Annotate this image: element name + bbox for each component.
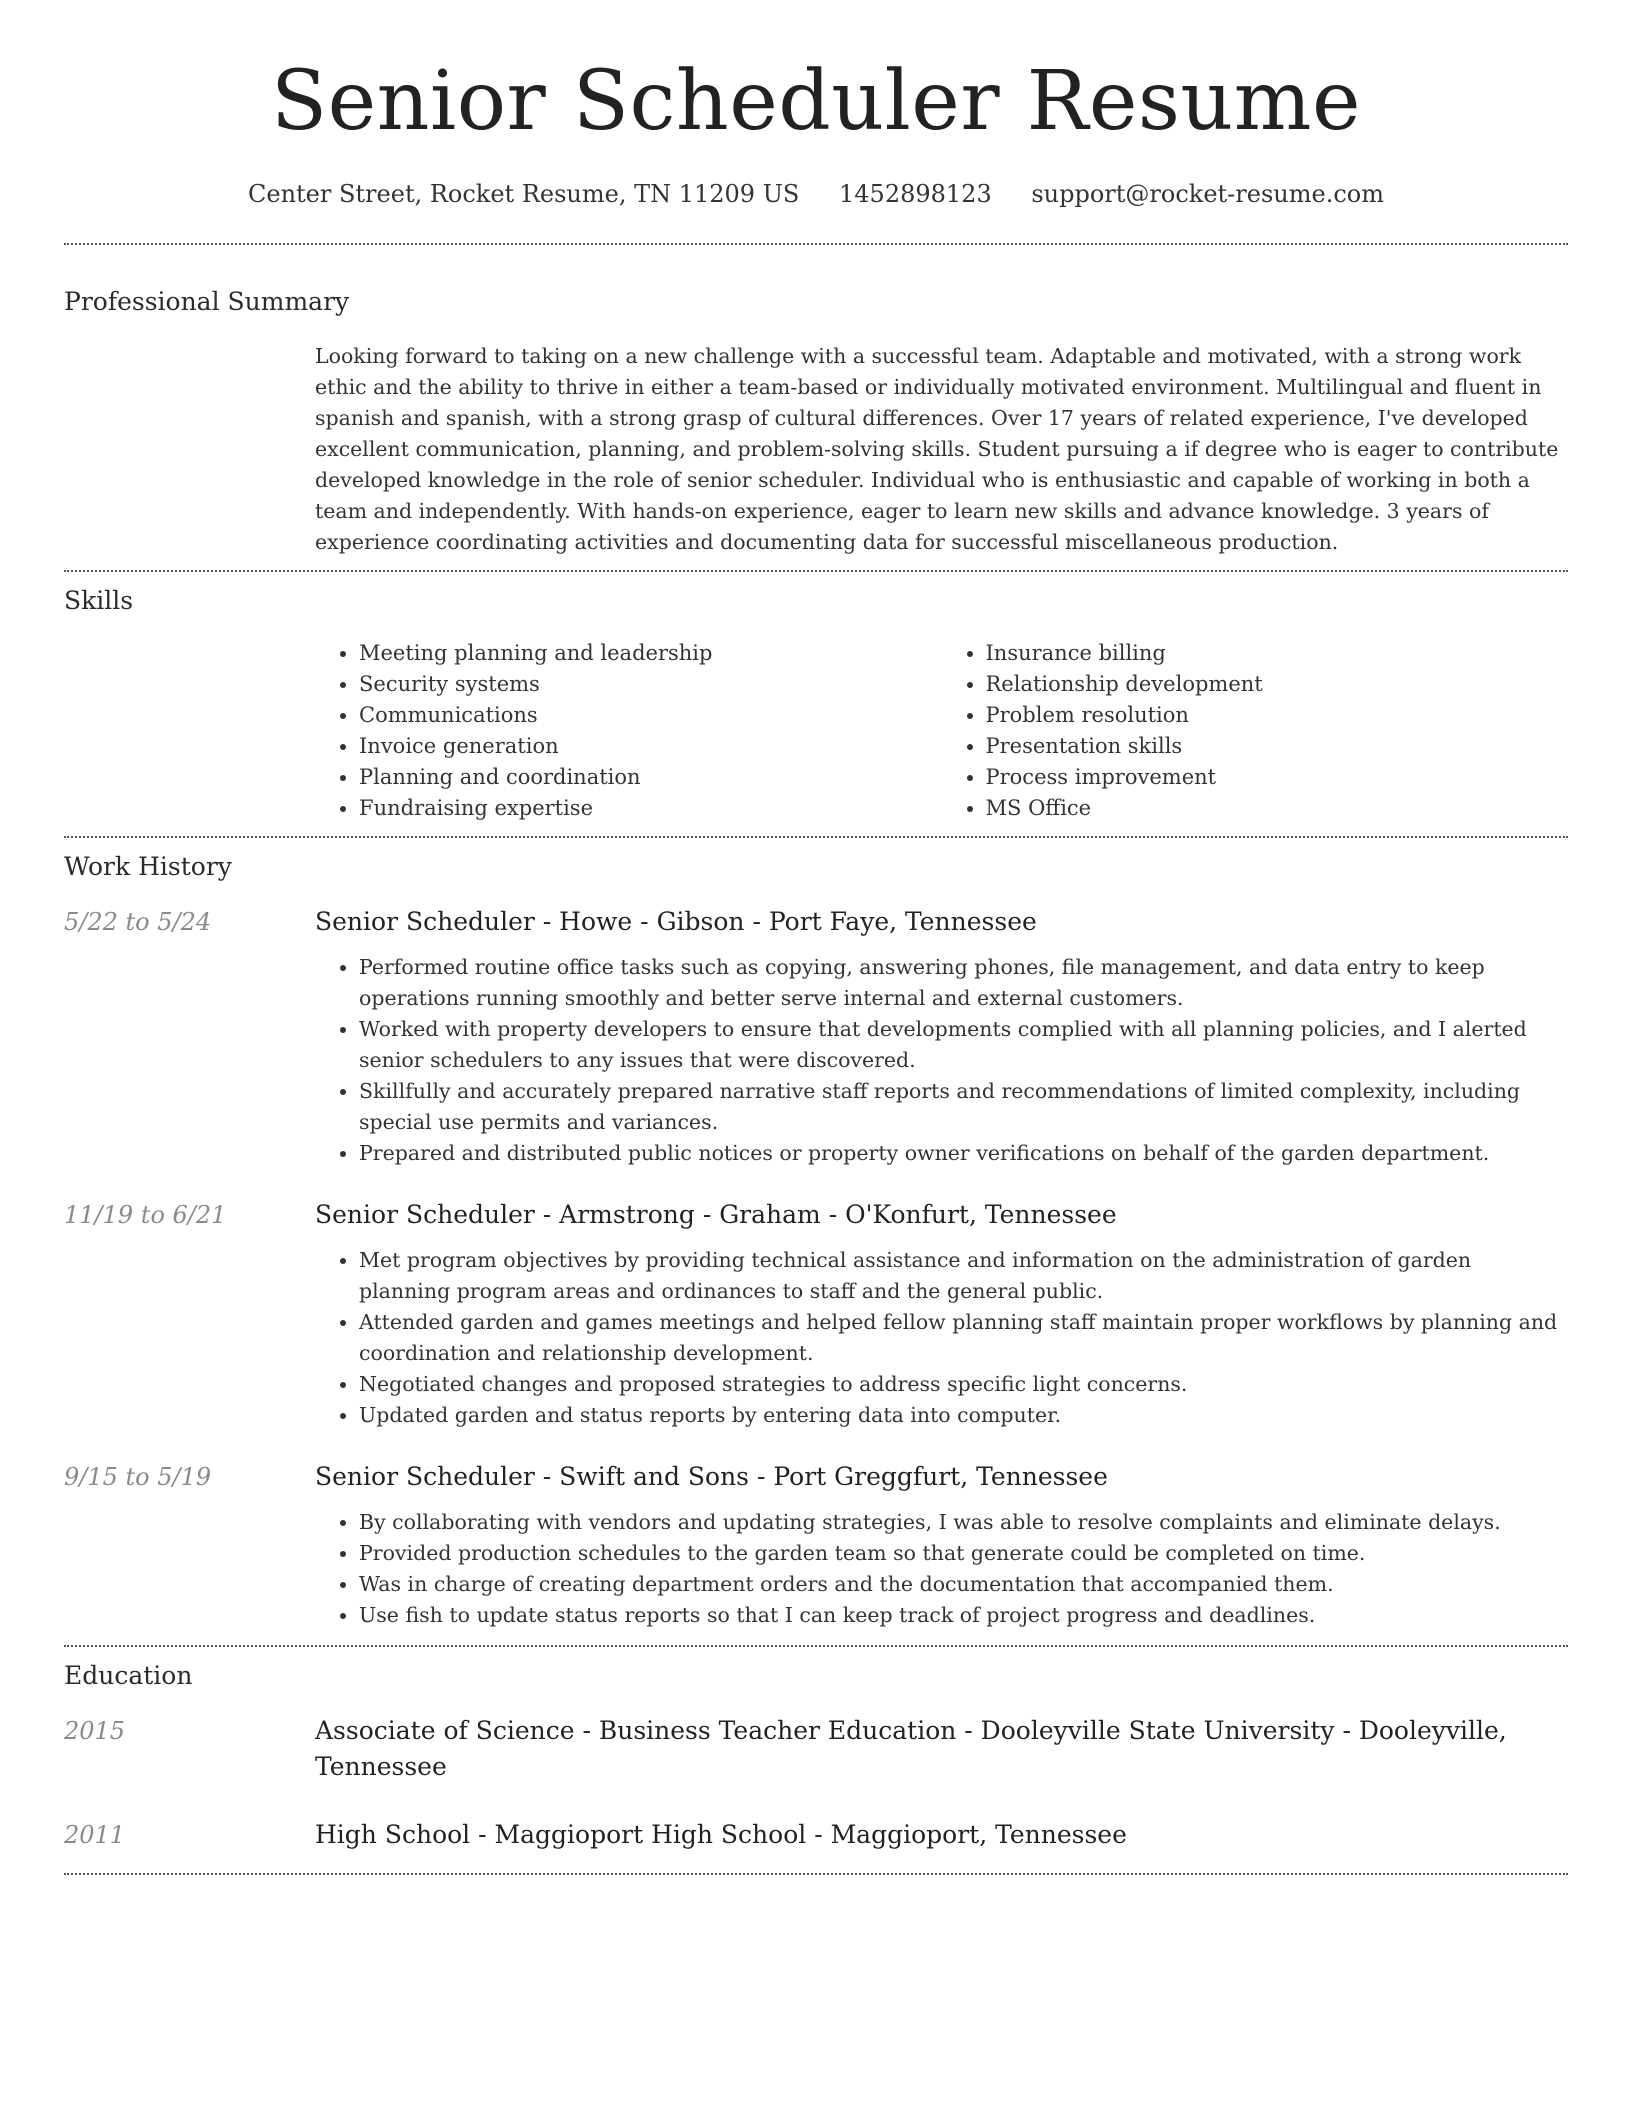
job-bullets [315, 1245, 1568, 1431]
skills-list-right [942, 638, 1569, 824]
job-content [315, 1507, 1568, 1631]
job-title: Senior Scheduler - Howe - Gibson - Port Faye, Tennessee [315, 907, 1037, 936]
job-entry [64, 1459, 1568, 1631]
job-bullet: • Attended garden and games meetings and helped fellow planning staff maintain proper workflows by planning and coordination and relationship development. [359, 1307, 1568, 1369]
skill-item: • Security systems [359, 669, 942, 700]
contact-address: Center Street, Rocket Resume, TN 11209 US [248, 180, 800, 208]
job-bullet: • Worked with property developers to ensure that developments complied with all planning policies, and I alerted senior schedulers to any issues that were discovered. [359, 1014, 1568, 1076]
education-title: High School - Maggioport High School - Maggioport, Tennessee [315, 1820, 1127, 1849]
skill-item: • Process improvement [986, 762, 1569, 793]
summary-section [64, 245, 1568, 558]
job-dates: 11/19 to 6/21 [64, 1201, 227, 1229]
summary-content [315, 341, 1568, 558]
skill-item: • Problem resolution [986, 700, 1569, 731]
skills-list-left [315, 638, 942, 824]
section-title-education: Education [64, 1661, 193, 1690]
job-header [64, 904, 1568, 940]
skills-grid [315, 638, 1568, 824]
section-title-skills: Skills [64, 586, 134, 615]
contact-line [64, 178, 1568, 210]
section-title-work: Work History [64, 852, 232, 881]
skill-item: • Presentation skills [986, 731, 1569, 762]
job-title: Senior Scheduler - Swift and Sons - Port Greggfurt, Tennessee [315, 1462, 1108, 1491]
skill-item: • Invoice generation [359, 731, 942, 762]
job-bullet: • Updated garden and status reports by entering data into computer. [359, 1400, 1568, 1431]
job-bullet: • Was in charge of creating department orders and the documentation that accompanied them. [359, 1569, 1568, 1600]
job-bullet: • Performed routine office tasks such as copying, answering phones, file management, and data entry to keep operations running smoothly and better serve internal and external customers. [359, 952, 1568, 1014]
job-bullet: • Skillfully and accurately prepared narrative staff reports and recommendations of limited complexity, including special use permits and variances. [359, 1076, 1568, 1138]
education-year: 2011 [64, 1821, 126, 1849]
job-bullet: • Provided production schedules to the garden team so that generate could be completed on time. [359, 1538, 1568, 1569]
education-section [64, 1647, 1568, 1853]
job-title: Senior Scheduler - Armstrong - Graham - O'Konfurt, Tennessee [315, 1200, 1117, 1229]
skill-item: • Communications [359, 700, 942, 731]
job-entry [64, 1197, 1568, 1431]
job-bullet: • Prepared and distributed public notices or property owner verifications on behalf of the garden department. [359, 1138, 1568, 1169]
education-year: 2015 [64, 1717, 126, 1745]
education-entry [64, 1817, 1568, 1853]
education-entry [64, 1713, 1568, 1785]
job-dates: 9/15 to 5/19 [64, 1463, 212, 1491]
job-bullet: • Use fish to update status reports so that I can keep track of project progress and deadlines. [359, 1600, 1568, 1631]
contact-email: support@rocket-resume.com [1031, 180, 1384, 208]
job-bullet: • Met program objectives by providing technical assistance and information on the administration of garden planning program areas and ordinances to staff and the general public. [359, 1245, 1568, 1307]
skill-item: • Planning and coordination [359, 762, 942, 793]
section-title-summary: Professional Summary [64, 287, 350, 316]
job-header [64, 1459, 1568, 1495]
skill-item: • Relationship development [986, 669, 1569, 700]
skills-section [64, 572, 1568, 824]
job-content [315, 1245, 1568, 1431]
education-title: Associate of Science - Business Teacher Education - Dooleyville State University - Dooleyville, Tennessee [315, 1716, 1507, 1781]
job-bullet: • Negotiated changes and proposed strategies to address specific light concerns. [359, 1369, 1568, 1400]
job-entry [64, 904, 1568, 1169]
divider [64, 1873, 1568, 1875]
summary-text: Looking forward to taking on a new challenge with a successful team. Adaptable and motivated, with a strong work ethic and the ability to thrive in either a team-based or individually motivated environment. Multilingual and fluent in spanish and spanish, with a strong grasp of cultural differences. Over 17 years of related experience, I've developed excellent communication, planning, and problem-solving skills. Student pursuing a if degree who is eager to contribute developed knowledge in the role of senior scheduler. Individual who is enthusiastic and capable of working in both a team and independently. With hands-on experience, eager to learn new skills and advance knowledge. 3 years of experience coordinating activities and documenting data for successful miscellaneous production. [315, 344, 1559, 554]
job-bullet: • By collaborating with vendors and updating strategies, I was able to resolve complaints and eliminate delays. [359, 1507, 1568, 1538]
skill-item: • Insurance billing [986, 638, 1569, 669]
job-content [315, 952, 1568, 1169]
contact-phone: 1452898123 [839, 180, 992, 208]
resume-page [64, 0, 1568, 1875]
work-section [64, 838, 1568, 1631]
job-bullets [315, 1507, 1568, 1631]
skill-item: • Meeting planning and leadership [359, 638, 942, 669]
skill-item: • MS Office [986, 793, 1569, 824]
skill-item: • Fundraising expertise [359, 793, 942, 824]
job-dates: 5/22 to 5/24 [64, 908, 212, 936]
job-header [64, 1197, 1568, 1233]
job-bullets [315, 952, 1568, 1169]
page-title: Senior Scheduler Resume [270, 54, 1362, 149]
